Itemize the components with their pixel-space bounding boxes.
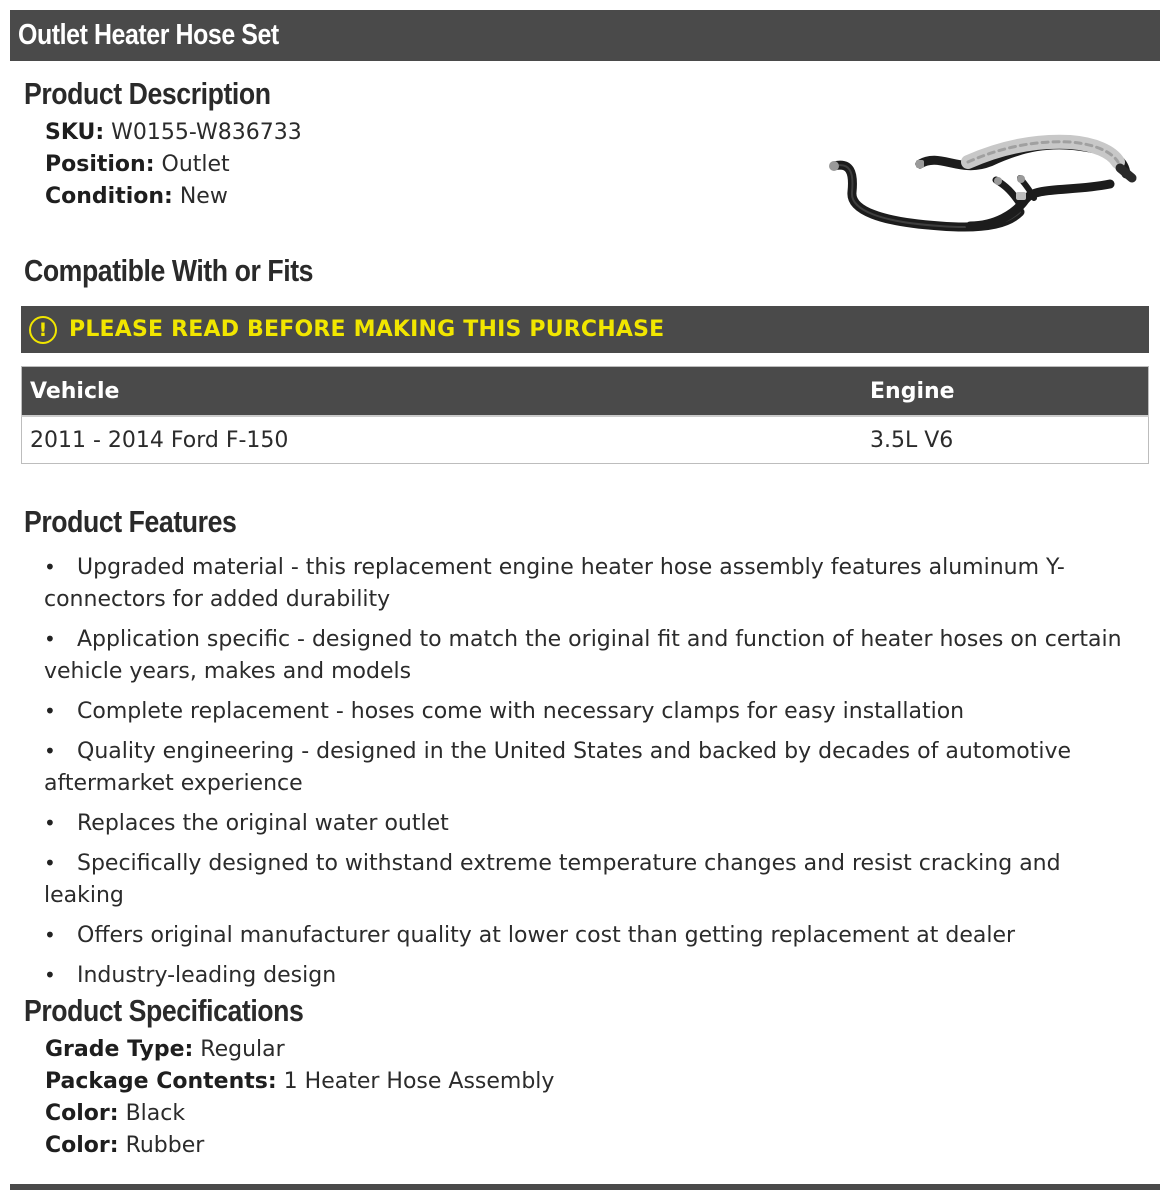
feature-text: Quality engineering - designed in the United States and backed by decades of automotive aftermarket experience [44,739,1072,796]
color-value: Rubber [125,1133,205,1158]
list-item [44,695,1144,728]
vehicle-column-header: Vehicle [22,367,863,417]
sku-value: W0155-W836733 [111,120,302,145]
page-title: Outlet Heater Hose Set [18,19,279,51]
package-contents-value: 1 Heater Hose Assembly [283,1069,555,1094]
grade-type-label: Grade Type: [45,1037,194,1062]
title-bar [10,10,1160,61]
compatibility-heading: Compatible With or Fits [24,253,314,288]
fitment-table-header [22,367,1149,417]
purchase-warning-text: PLEASE READ BEFORE MAKING THIS PURCHASE [69,317,665,342]
position-value: Outlet [161,152,230,177]
feature-text: Upgraded material - this replacement engine heater hose assembly features aluminum Y-connectors for added durability [44,555,1065,612]
bullet-icon: • [44,627,56,651]
condition-row [45,181,302,213]
feature-text: Industry-leading design [77,963,337,988]
bullet-icon: • [44,699,56,723]
exclamation-circle-icon: ! [29,316,57,344]
color-row [45,1098,554,1130]
list-item [44,551,1144,616]
product-description-heading: Product Description [24,76,271,111]
position-row [45,149,302,181]
product-description-list [45,117,302,213]
list-item [44,919,1144,952]
list-item [44,959,1144,992]
vehicle-cell: 2011 - 2014 Ford F-150 [30,427,289,453]
feature-text: Application specific - designed to match the original fit and function of heater hoses on certain vehicle years, makes and models [44,627,1122,684]
grade-type-value: Regular [200,1037,285,1062]
sku-label: SKU: [45,120,105,145]
condition-label: Condition: [45,184,173,209]
table-row [22,416,1149,464]
feature-text: Specifically designed to withstand extreme temperature changes and resist cracking and leaking [44,851,1061,908]
bullet-icon: • [44,739,56,763]
sku-row [45,117,302,149]
color-row [45,1130,554,1162]
bullet-icon: • [44,851,56,875]
feature-text: Offers original manufacturer quality at lower cost than getting replacement at dealer [77,923,1016,948]
product-specifications-list [45,1034,554,1162]
product-specifications-heading: Product Specifications [24,993,304,1028]
bullet-icon: • [44,811,56,835]
bullet-icon: • [44,923,56,947]
product-features-heading: Product Features [24,504,237,539]
bottom-divider [10,1184,1160,1190]
purchase-warning-banner [21,306,1149,353]
color-label: Color: [45,1101,119,1126]
position-label: Position: [45,152,155,177]
color-value: Black [125,1101,186,1126]
list-item [44,807,1144,840]
product-features-list [44,551,1144,999]
list-item [44,623,1144,688]
package-contents-row [45,1066,554,1098]
package-contents-label: Package Contents: [45,1069,277,1094]
grade-type-row [45,1034,554,1066]
bullet-icon: • [44,555,56,579]
engine-cell: 3.5L V6 [870,427,954,453]
feature-text: Complete replacement - hoses come with necessary clamps for easy installation [77,699,965,724]
engine-column-header: Engine [862,367,1149,417]
list-item [44,847,1144,912]
color-label: Color: [45,1133,119,1158]
condition-value: New [179,184,228,209]
bullet-icon: • [44,963,56,987]
list-item [44,735,1144,800]
feature-text: Replaces the original water outlet [77,811,449,836]
product-image [820,122,1140,242]
fitment-table [21,366,1149,464]
